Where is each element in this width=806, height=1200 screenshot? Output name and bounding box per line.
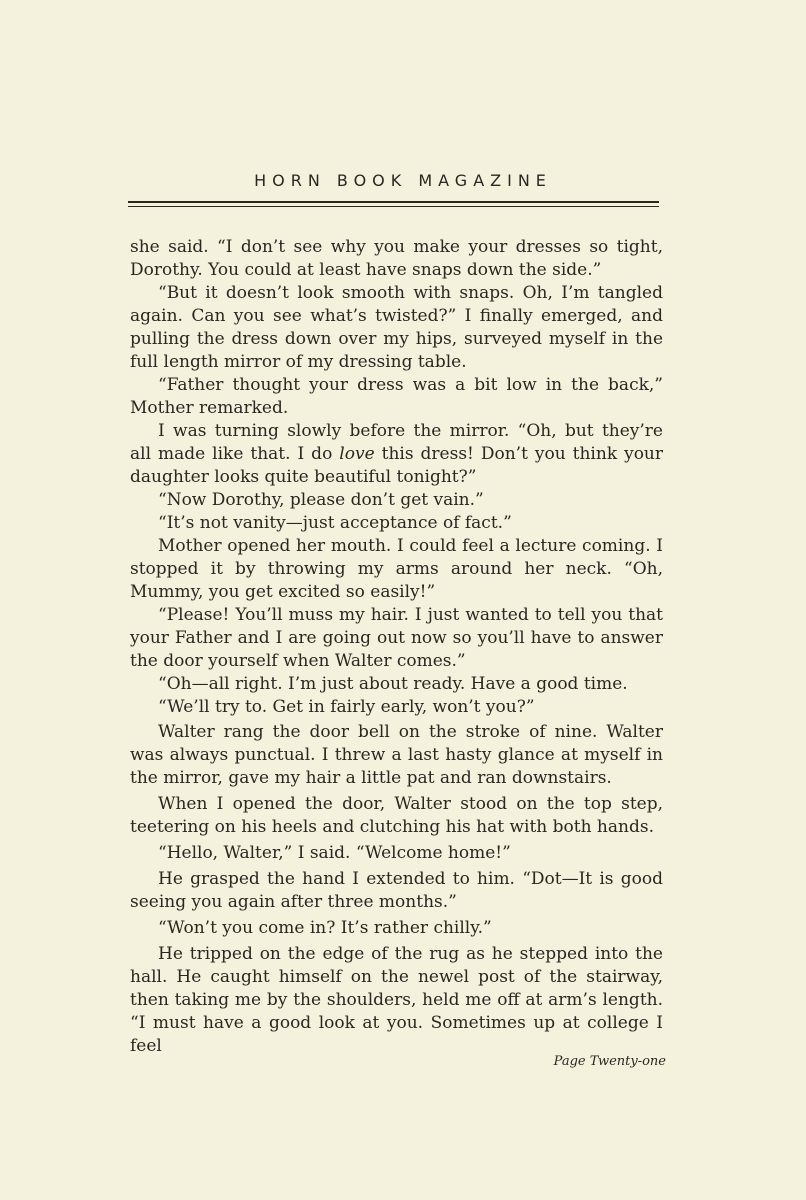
paragraph: Mother opened her mouth. I could feel a lecture coming. I stopped it by throwing my arms around her neck. “Oh, Mummy, you get excited so easily!” — [130, 536, 663, 602]
paragraph — [130, 420, 663, 489]
paragraph-text: I was turning slowly before the mirror. “Oh, but they’re all made like that. I do — [130, 421, 663, 464]
header-rule-thin — [128, 206, 659, 207]
page-number: Page Twenty-one — [553, 1054, 666, 1069]
running-header: HORN BOOK MAGAZINE — [254, 171, 552, 190]
paragraph: When I opened the door, Walter stood on the top step, teetering on his heels and clutching his hat with both hands. — [130, 794, 663, 837]
emphasis-word: love — [339, 444, 375, 464]
paragraph: “But it doesn’t look smooth with snaps. Oh, I’m tangled again. Can you see what’s twisted?” I finally emerged, and pulling the dress down over my hips, surveyed myself in the full length mirror of my dressing table. — [130, 283, 663, 372]
paragraph-text: this dress! Don’t you think your daughter looks quite beautiful tonight?” — [130, 444, 664, 487]
paragraph: “Oh—all right. I’m just about ready. Have a good time. — [158, 674, 628, 694]
paragraph: Walter rang the door bell on the stroke of nine. Walter was always punctual. I threw a last hasty glance at myself in the mirror, gave my hair a little pat and ran downstairs. — [130, 722, 663, 788]
paragraph: “Father thought your dress was a bit low in the back,” Mother remarked. — [130, 375, 663, 418]
paragraph: “Hello, Walter,” I said. “Welcome home!” — [158, 843, 511, 863]
paragraph: He tripped on the edge of the rug as he stepped into the hall. He caught himself on the newel post of the stairway, then taking me by the shoulders, held me off at arm’s length. “I must have a good look at you. Sometimes up at college I feel — [130, 944, 663, 1056]
paragraph: she said. “I don’t see why you make your dresses so tight, Dorothy. You could at least have snaps down the side.” — [130, 237, 663, 280]
paragraph: “Now Dorothy, please don’t get vain.” — [158, 490, 484, 510]
paragraph: “We’ll try to. Get in fairly early, won’t you?” — [158, 697, 535, 717]
paragraph: “It’s not vanity—just acceptance of fact.” — [158, 513, 512, 533]
article-body — [130, 236, 663, 1058]
paragraph: “Won’t you come in? It’s rather chilly.” — [158, 918, 492, 938]
paragraph: He grasped the hand I extended to him. “Dot—It is good seeing you again after three months.” — [130, 869, 663, 912]
paragraph: “Please! You’ll muss my hair. I just wanted to tell you that your Father and I are going out now so you’ll have to answer the door yourself when Walter comes.” — [130, 605, 663, 671]
header-rule-thick — [128, 201, 659, 203]
